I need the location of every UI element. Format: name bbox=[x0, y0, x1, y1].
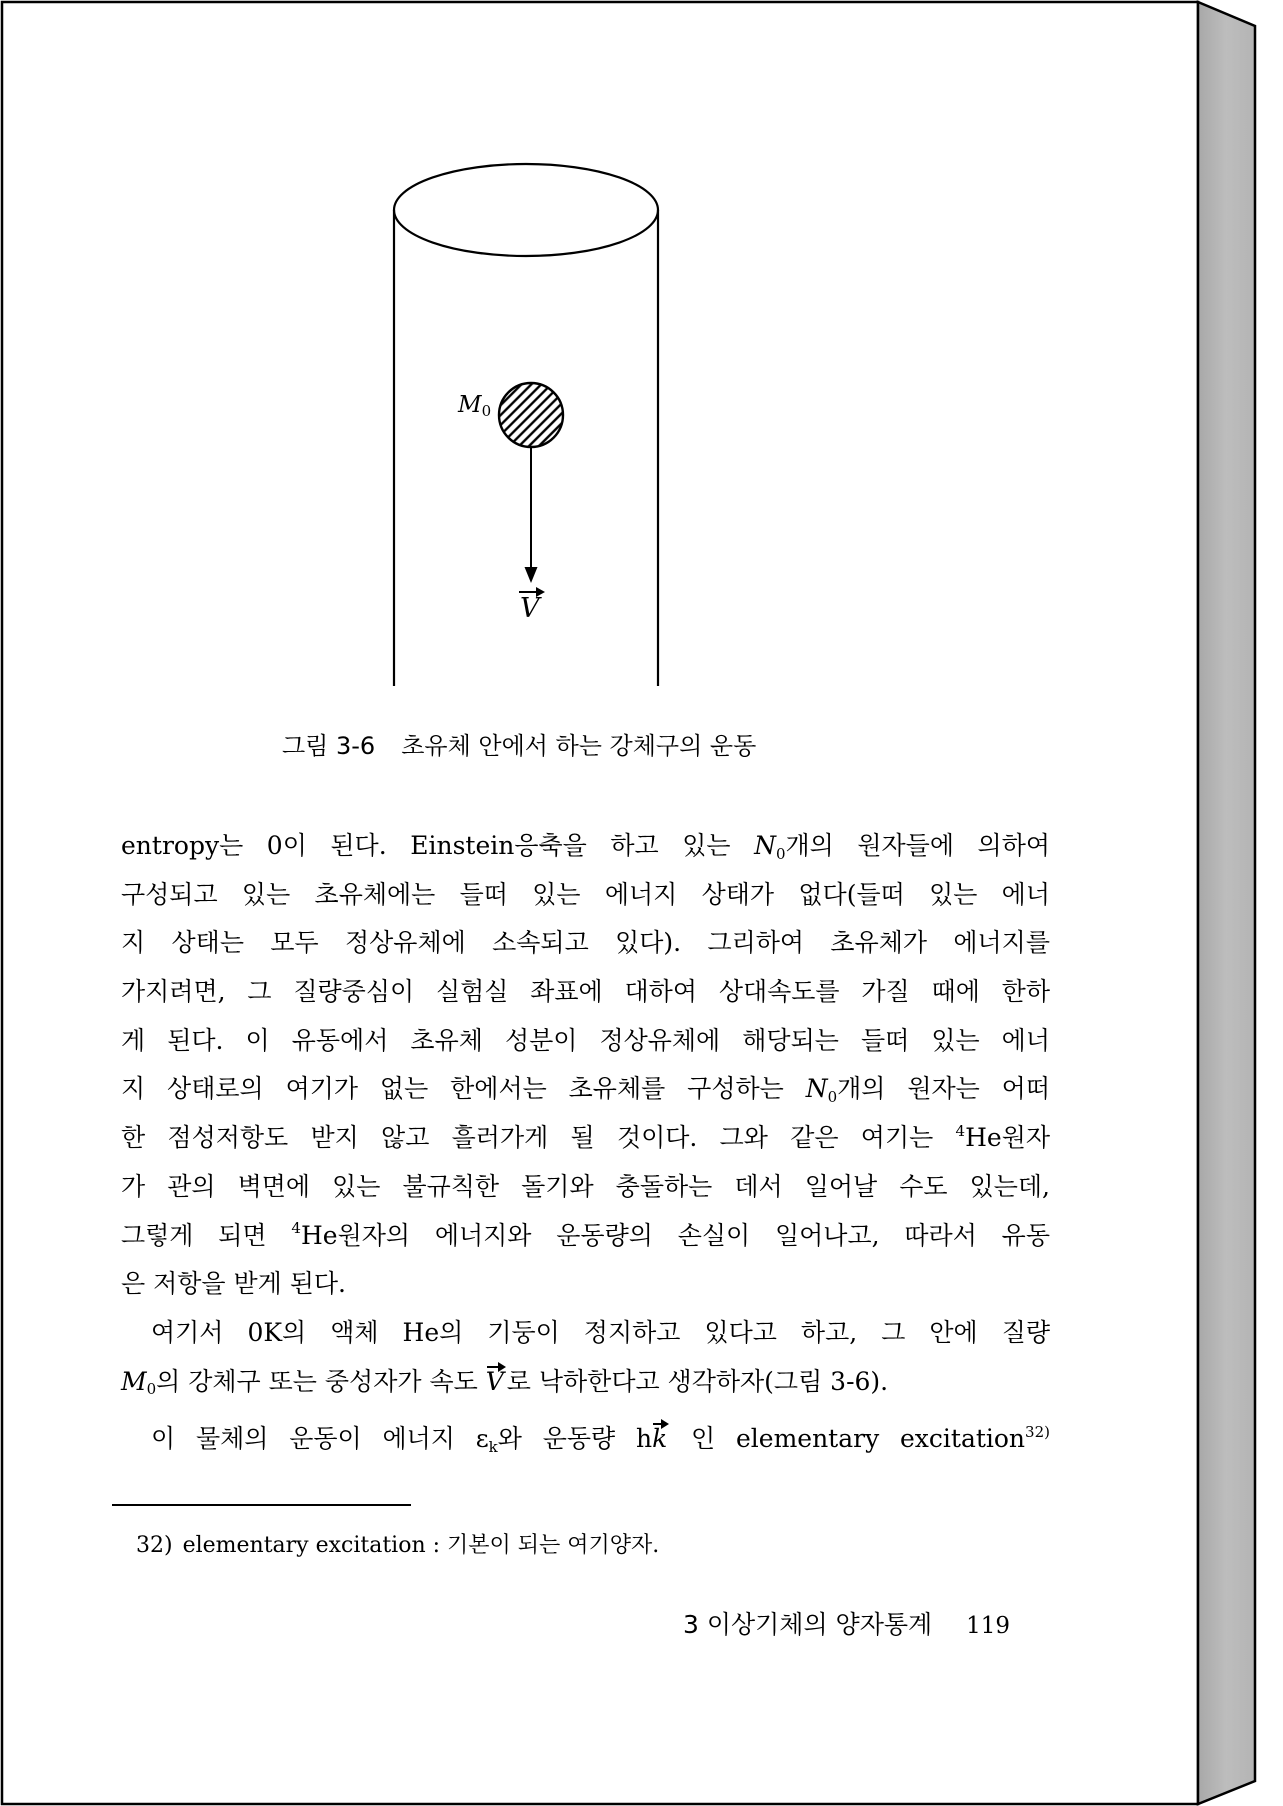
page-number: 119 bbox=[966, 1613, 1011, 1639]
text-run: 로 낙하한다고 생각하자(그림 3-6). bbox=[506, 1366, 889, 1396]
arrowhead-down-icon bbox=[525, 567, 538, 583]
mass-label bbox=[457, 392, 491, 420]
text-run: 지 상태는 모두 정상유체에 소속되고 있다). 그리하여 초유체가 에너지를 bbox=[121, 928, 1050, 958]
math-variable: N bbox=[805, 1074, 828, 1104]
text-run: 가지려면, 그 질량중심이 실험실 좌표에 대하여 상대속도를 가질 때에 한하 bbox=[121, 977, 1050, 1007]
body-text bbox=[121, 822, 1050, 1464]
text-run: 게 된다. 이 유동에서 초유체 성분이 정상유체에 해당되는 들떠 있는 에너 bbox=[121, 1025, 1050, 1055]
body-line bbox=[121, 1309, 1050, 1358]
caption-number: 그림 3-6 bbox=[282, 732, 376, 760]
velocity-label: V bbox=[520, 593, 540, 624]
body-line bbox=[121, 1114, 1050, 1163]
text-run: 인 elementary excitation bbox=[670, 1424, 1026, 1454]
footnote-text: elementary excitation : 기본이 되는 여기양자. bbox=[182, 1533, 660, 1558]
footnote-separator bbox=[112, 1504, 411, 1506]
footnote-reference[interactable]: 32) bbox=[1025, 1422, 1050, 1441]
paragraph bbox=[121, 822, 1050, 1309]
vector-variable: k bbox=[652, 1424, 668, 1454]
superscript: 4 bbox=[955, 1121, 966, 1140]
body-line bbox=[121, 1415, 1050, 1464]
text-run: 개의 원자는 어떠 bbox=[837, 1074, 1050, 1104]
text-run: 이 물체의 운동이 에너지 bbox=[151, 1424, 476, 1454]
text-run: 여기서 0K의 액체 He의 기둥이 정지하고 있다고 하고, 그 안에 질량 bbox=[151, 1317, 1050, 1347]
subscript: 0 bbox=[775, 844, 786, 863]
paragraph bbox=[121, 1309, 1050, 1406]
hatched-sphere bbox=[499, 383, 563, 447]
text-run: 지 상태로의 여기가 없는 한에서는 초유체를 구성하는 bbox=[121, 1074, 806, 1104]
math-variable: M bbox=[121, 1366, 147, 1396]
footnote-marker: 32) bbox=[136, 1533, 173, 1558]
text-run: He원자 bbox=[965, 1123, 1050, 1153]
math-symbol: ε bbox=[475, 1424, 489, 1454]
text-run: 구성되고 있는 초유체에는 들떠 있는 에너지 상태가 없다(들떠 있는 에너 bbox=[121, 879, 1050, 909]
math-variable: N bbox=[754, 831, 776, 860]
subscript: 0 bbox=[827, 1087, 838, 1106]
paragraph bbox=[121, 1415, 1050, 1464]
text-run: 은 저항을 받게 된다. bbox=[121, 1269, 346, 1299]
body-line bbox=[121, 822, 1050, 871]
body-line bbox=[121, 968, 1050, 1017]
body-line bbox=[121, 1017, 1050, 1066]
body-line bbox=[121, 1358, 1050, 1407]
figure-caption bbox=[282, 728, 756, 764]
text-run: 한 점성저항도 받지 않고 흘러가게 될 것이다. 그와 같은 여기는 bbox=[121, 1123, 956, 1153]
subscript: 0 bbox=[146, 1380, 157, 1399]
body-line bbox=[121, 1065, 1050, 1114]
text-run: 그렇게 되면 bbox=[121, 1220, 292, 1250]
caption-text: 초유체 안에서 하는 강체구의 운동 bbox=[401, 732, 757, 760]
subscript: k bbox=[488, 1437, 498, 1456]
body-line bbox=[121, 919, 1050, 968]
mass-label-symbol: M bbox=[458, 392, 482, 418]
text-run: 의 강체구 또는 중성자가 속도 bbox=[156, 1366, 486, 1396]
superscript: 4 bbox=[291, 1219, 301, 1237]
figure-3-6 bbox=[0, 0, 1283, 720]
running-footer bbox=[683, 1607, 1010, 1643]
body-line bbox=[121, 1260, 1050, 1309]
body-line bbox=[121, 1212, 1050, 1261]
math-symbol: h bbox=[635, 1424, 653, 1454]
text-run: 와 운동량 bbox=[497, 1424, 636, 1454]
text-run: 개의 원자들에 의하여 bbox=[785, 831, 1050, 860]
text-run: He원자의 에너지와 운동량의 손실이 일어나고, 따라서 유동 bbox=[300, 1220, 1050, 1250]
body-line bbox=[121, 871, 1050, 920]
mass-label-subscript: 0 bbox=[481, 402, 492, 420]
text-run: entropy는 0이 된다. Einstein응축을 하고 있는 bbox=[121, 831, 755, 860]
chapter-title: 3 이상기체의 양자통계 bbox=[683, 1610, 933, 1639]
footnote bbox=[136, 1530, 659, 1562]
velocity-arrow bbox=[525, 447, 538, 583]
cylinder-top-opening bbox=[394, 164, 658, 256]
body-line bbox=[121, 1163, 1050, 1212]
vector-variable: V bbox=[485, 1366, 504, 1396]
text-run: 가 관의 벽면에 있는 불규칙한 돌기와 충돌하는 데서 일어날 수도 있는데, bbox=[121, 1171, 1050, 1201]
